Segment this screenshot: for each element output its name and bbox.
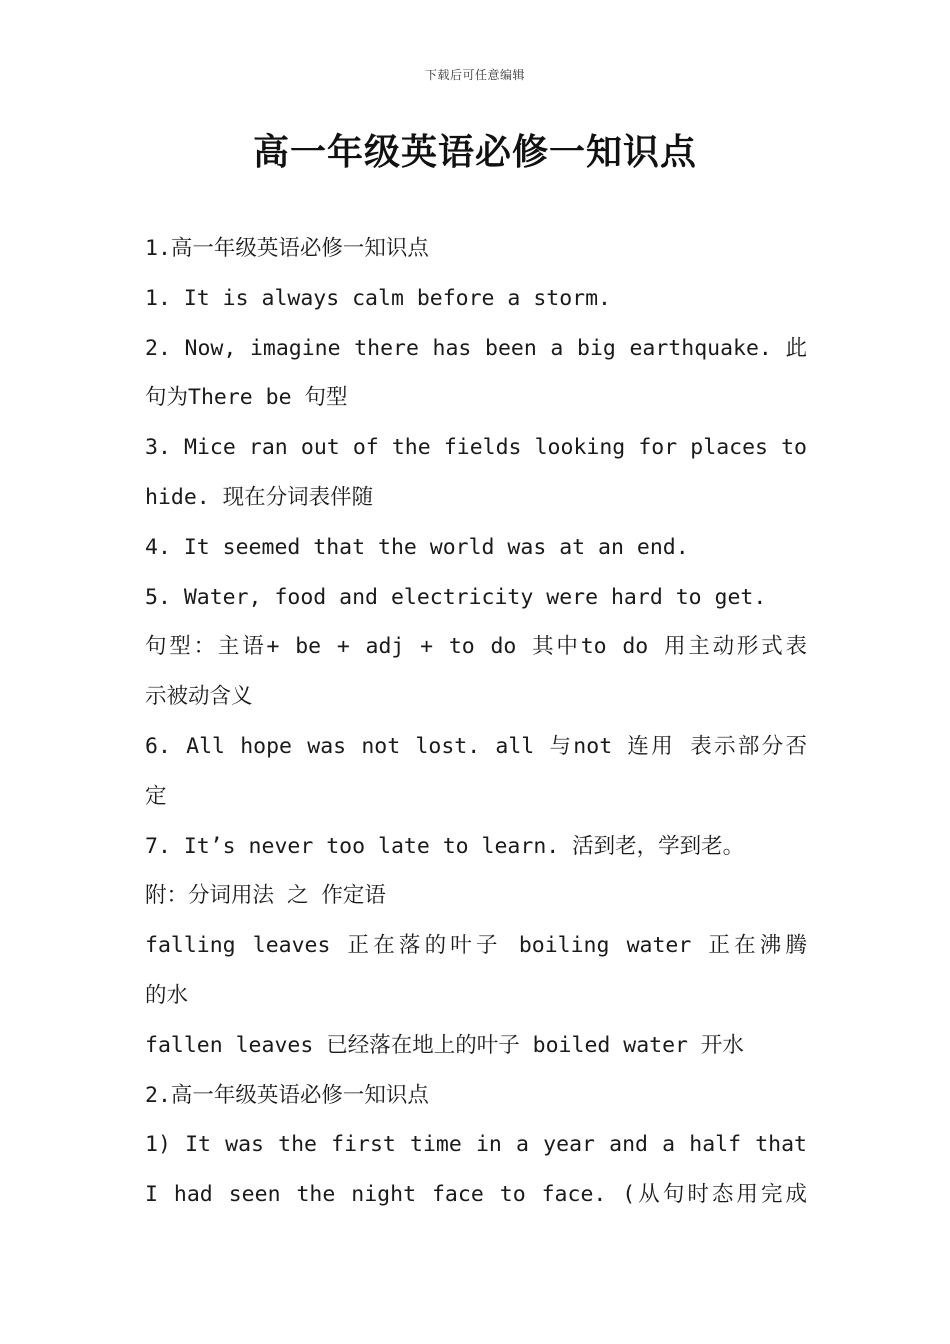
text-line: 3. Mice ran out of the fields looking for places to <box>145 435 807 461</box>
text-line: 附：分词用法 之 作定语 <box>145 883 386 909</box>
text-line: 句型：主语+ be + adj + to do 其中to do 用主动形式表 <box>145 634 807 660</box>
document-title: 高一年级英语必修一知识点 <box>252 132 697 173</box>
text-line: 1. It is always calm before a storm. <box>145 285 611 311</box>
text-line: 2. Now, imagine there has been a big earthquake. 此 <box>145 335 807 361</box>
page-header-note: 下载后可任意编辑 <box>424 68 525 82</box>
section-heading-1: 1.高一年级英语必修一知识点 <box>145 236 429 261</box>
text-line: 5. Water, food and electricity were hard to get. <box>145 584 767 610</box>
text-line: 7. It’s never too late to learn. 活到老，学到老。 <box>145 833 745 859</box>
text-line: 4. It seemed that the world was at an end. <box>145 534 689 560</box>
text-line: 6. All hope was not lost. all 与not 连用 表示部分否 <box>145 733 807 759</box>
document-body <box>145 224 807 1220</box>
text-line: 示被动含义 <box>145 684 253 710</box>
text-line: 1) It was the first time in a year and a half that <box>145 1132 807 1158</box>
text-line: fallen leaves 已经落在地上的叶子 boiled water 开水 <box>145 1032 744 1058</box>
text-line: I had seen the night face to face. (从句时态用完成 <box>145 1182 807 1208</box>
text-line: 的水 <box>145 982 189 1008</box>
text-line: hide. 现在分词表伴随 <box>145 484 374 510</box>
text-line: falling leaves 正在落的叶子 boiling water 正在沸腾 <box>145 933 807 959</box>
text-line: 句为There be 句型 <box>145 385 348 411</box>
section-heading-2: 2.高一年级英语必修一知识点 <box>145 1082 429 1108</box>
text-line: 定 <box>145 783 167 809</box>
